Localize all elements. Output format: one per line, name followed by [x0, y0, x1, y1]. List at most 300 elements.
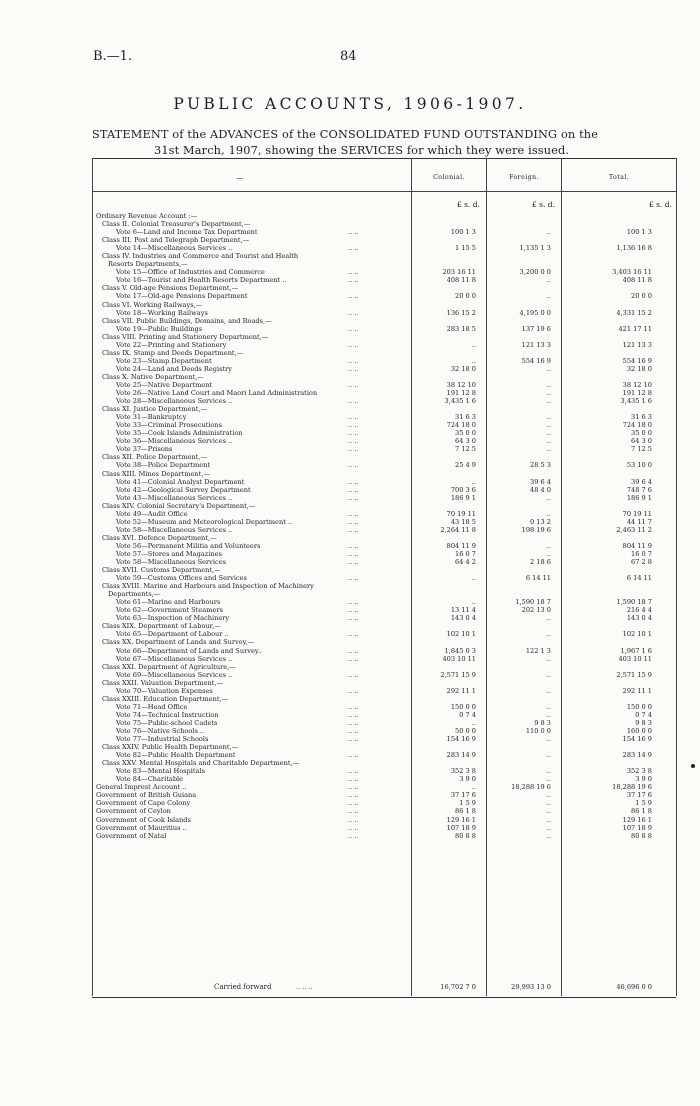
table-row [96, 397, 676, 405]
colonial-amount: 3 9 0 [459, 775, 476, 784]
table-row [96, 711, 676, 719]
row-description: Class XII. Police Department,— [102, 453, 207, 462]
row-leader-dots: .. .. [348, 493, 359, 502]
row-description: Government of British Guiana [96, 791, 197, 800]
table-row [96, 671, 676, 679]
row-description: Vote 36—Miscellaneous Services .. [116, 437, 233, 446]
table-row [96, 510, 676, 518]
row-leader-dots: .. .. [348, 831, 359, 840]
colonial-amount: 37 17 6 [450, 791, 476, 800]
total-amount: 80 8 8 [631, 831, 652, 840]
row-description: Class VII. Public Buildings, Domains, and Roads,— [102, 316, 272, 325]
colonial-amount: 1 5 9 [459, 799, 476, 808]
row-leader-dots: .. .. [348, 598, 359, 607]
colonial-amount: 724 18 0 [446, 421, 476, 430]
colonial-amount: 80 8 8 [455, 831, 476, 840]
row-leader-dots: .. .. [348, 356, 359, 365]
colonial-amount: 283 14 9 [446, 751, 476, 760]
total-amount: 4,331 15 2 [616, 308, 652, 317]
foreign-amount: 202 13 0 [521, 606, 551, 615]
row-leader-dots: .. .. [348, 380, 359, 389]
total-amount: 2,571 15 9 [616, 670, 652, 679]
total-amount: 748 7 6 [626, 485, 652, 494]
colonial-amount: 186 9 1 [450, 493, 476, 502]
colonial-amount: 352 3 8 [450, 767, 476, 776]
row-description: Government of Ceylon [96, 807, 171, 816]
table-row [96, 647, 676, 655]
foreign-amount: .. [546, 437, 551, 446]
foreign-amount: .. [546, 397, 551, 406]
total-amount: 129 16 1 [622, 815, 652, 824]
row-description: Vote 52—Museum and Meteorological Department .. [116, 517, 293, 526]
foreign-amount: 3,200 0 0 [519, 268, 551, 277]
table-row [96, 558, 676, 566]
foreign-amount: 137 19 6 [521, 324, 551, 333]
total-amount: 32 18 0 [626, 364, 652, 373]
row-leader-dots: .. .. [348, 718, 359, 727]
table-row [96, 743, 676, 751]
colonial-amount: 50 0 0 [455, 727, 476, 735]
column-header-colonial: Colonial. [433, 174, 465, 181]
table-row [96, 220, 676, 228]
foreign-amount: .. [546, 751, 551, 760]
colonial-amount: 31 6 3 [455, 413, 476, 422]
foreign-amount: .. [546, 702, 551, 711]
statement-subtitle [92, 127, 622, 158]
colonial-amount: 16 0 7 [455, 549, 476, 558]
total-amount: 16 0 7 [631, 549, 652, 558]
total-amount: 35 0 0 [631, 429, 652, 438]
row-leader-dots: .. .. [348, 783, 359, 792]
table-row [96, 719, 676, 727]
total-amount: 3 9 0 [635, 775, 652, 784]
row-leader-dots: .. .. [348, 751, 359, 760]
total-amount: 3,435 1 6 [620, 397, 652, 406]
row-description: Vote 28—Miscellaneous Services .. [116, 397, 233, 406]
table-row [96, 292, 676, 300]
foreign-amount: .. [546, 228, 551, 237]
foreign-amount: .. [546, 791, 551, 800]
table-row [96, 759, 676, 767]
table-row [96, 268, 676, 276]
colonial-amount: 403 10 11 [442, 654, 476, 663]
row-leader-dots: .. .. [348, 702, 359, 711]
row-leader-dots: .. .. [348, 517, 359, 526]
colonial-amount: 150 0 0 [450, 702, 476, 711]
table-row [96, 807, 676, 815]
row-description: Ordinary Revenue Account :— [96, 212, 198, 220]
total-amount: 38 12 10 [622, 380, 652, 389]
table-row [96, 244, 676, 252]
row-description: Vote 18—Working Railways [116, 308, 208, 317]
row-leader-dots: .. .. [348, 228, 359, 237]
row-leader-dots: .. .. [348, 509, 359, 518]
table-row [96, 687, 676, 695]
colonial-amount: 7 12 5 [455, 445, 476, 454]
row-description: Vote 25—Native Department [116, 380, 213, 389]
row-description: Vote 37—Prisons [116, 445, 173, 454]
row-description: Vote 43—Miscellaneous Services .. [116, 493, 233, 502]
row-description: Vote 41—Colonial Analyst Department [116, 477, 245, 486]
total-amount: 64 3 0 [631, 437, 652, 446]
colonial-amount: 1 15 5 [455, 244, 476, 253]
table-row [96, 470, 676, 478]
row-leader-dots: .. .. [348, 686, 359, 695]
row-description: Vote 67—Miscellaneous Services .. [116, 654, 233, 663]
total-amount: 37 17 6 [626, 791, 652, 800]
table-row [96, 598, 676, 606]
row-description: Class XXII. Valuation Department,— [102, 678, 224, 687]
row-description: Vote 74—Technical Instruction [116, 710, 219, 719]
row-description: Vote 31—Bankruptcy [116, 413, 187, 422]
row-description: Vote 65—Department of Labour .. [116, 630, 229, 639]
row-leader-dots: .. .. [348, 549, 359, 558]
carried-forward-colonial: 16,702 7 0 [440, 983, 476, 991]
row-description: Vote 58—Miscellaneous Services .. [116, 525, 233, 534]
table-row [96, 276, 676, 284]
table-row [96, 638, 676, 646]
total-amount: 1 5 9 [635, 799, 652, 808]
foreign-amount: .. [546, 276, 551, 285]
table-row [96, 534, 676, 542]
total-amount: 1,136 16 8 [616, 244, 652, 253]
table-row [96, 630, 676, 638]
foreign-amount: 110 0 0 [525, 727, 551, 735]
total-amount: 150 0 0 [626, 702, 652, 711]
table-row [96, 542, 676, 550]
row-leader-dots: .. .. [348, 421, 359, 430]
row-description: Class VI. Working Railways,— [102, 300, 203, 309]
total-amount: 143 0 4 [626, 614, 652, 623]
total-amount: 154 16 9 [622, 735, 652, 744]
row-description: Class IV. Industries and Commerce and Tourist and Health [102, 252, 299, 261]
table-row [96, 317, 676, 325]
total-amount: 7 12 5 [631, 445, 652, 454]
row-leader-dots: .. .. [348, 823, 359, 832]
total-amount: 1,590 18 7 [616, 598, 652, 607]
row-leader-dots: .. .. [348, 324, 359, 333]
colonial-amount: 0 7 4 [459, 710, 476, 719]
row-description: Vote 17—Old-age Pensions Department [116, 292, 248, 301]
row-leader-dots: .. .. [348, 815, 359, 824]
row-leader-dots: .. .. [348, 767, 359, 776]
row-leader-dots: .. .. [348, 799, 359, 808]
row-leader-dots: .. .. [348, 397, 359, 406]
row-description: Departments,— [108, 590, 161, 599]
colonial-amount: 70 19 11 [446, 509, 476, 518]
table-row [96, 614, 676, 622]
table-row [96, 663, 676, 671]
foreign-amount: 2 18 6 [530, 558, 551, 567]
row-description: Class XXIII. Education Department,— [102, 694, 229, 703]
table-row [96, 566, 676, 574]
total-amount: 554 16 9 [622, 356, 652, 365]
foreign-amount: .. [546, 686, 551, 695]
colonial-amount: 3,435 1 6 [444, 397, 476, 406]
table-row [96, 228, 676, 236]
colonial-amount: .. [471, 340, 476, 349]
colonial-amount: 25 4 9 [455, 461, 476, 470]
row-description: Vote 49—Audit Office [116, 509, 188, 518]
row-description: Vote 75—Public-school Cadets [116, 718, 218, 727]
colonial-amount: 32 18 0 [450, 364, 476, 373]
table-row [96, 824, 676, 832]
foreign-amount: .. [546, 549, 551, 558]
total-amount: 100 1 3 [626, 228, 652, 237]
page-number: 84 [340, 49, 357, 64]
table-right-border [676, 158, 677, 996]
row-description: Vote 59—Customs Offices and Services [116, 574, 247, 583]
colonial-amount: 283 18 5 [446, 324, 476, 333]
foreign-amount: .. [546, 654, 551, 663]
table-row [96, 429, 676, 437]
table-row [96, 301, 676, 309]
row-leader-dots: .. .. [348, 437, 359, 446]
row-leader-dots: .. .. [348, 606, 359, 615]
row-leader-dots: .. .. [348, 292, 359, 301]
carried-forward-total: 46,696 0 0 [616, 983, 652, 991]
units-foreign: £ s. d. [532, 200, 555, 209]
total-amount: 9 8 3 [635, 718, 652, 727]
row-description: Vote 33—Criminal Prosecutions [116, 421, 222, 430]
colonial-amount: 700 3 6 [450, 485, 476, 494]
foreign-amount: .. [546, 807, 551, 816]
row-leader-dots: .. .. [348, 727, 359, 735]
colonial-amount: 804 11 9 [446, 541, 476, 550]
column-header-foreign: Foreign. [509, 174, 539, 181]
table-row [96, 590, 676, 598]
foreign-amount: .. [546, 509, 551, 518]
foreign-amount: 9 8 3 [534, 718, 551, 727]
row-leader-dots: .. .. [348, 429, 359, 438]
row-leader-dots: .. .. [348, 654, 359, 663]
row-description: Vote 23—Stamp Department [116, 356, 212, 365]
carried-forward-row [96, 983, 676, 991]
row-leader-dots: .. .. [348, 413, 359, 422]
colonial-amount: 203 16 11 [442, 268, 476, 277]
table-row [96, 703, 676, 711]
subtitle-line-2: 31st March, 1907, showing the SERVICES for which they were issued. [154, 143, 570, 157]
colonial-amount: .. [471, 477, 476, 486]
page-header-code: B.—1. [93, 49, 133, 64]
row-leader-dots: .. .. [348, 775, 359, 784]
colonial-amount: 2,264 11 8 [440, 525, 476, 534]
total-amount: 20 0 0 [631, 292, 652, 301]
foreign-amount: .. [546, 799, 551, 808]
table-row [96, 622, 676, 630]
foreign-amount: 198 19 6 [521, 525, 551, 534]
foreign-amount: 28 5 3 [530, 461, 551, 470]
total-amount: 191 12 8 [622, 389, 652, 398]
row-leader-dots: .. .. [348, 340, 359, 349]
total-amount: 70 19 11 [622, 509, 652, 518]
colonial-amount: .. [471, 718, 476, 727]
colonial-amount: 102 10 1 [446, 630, 476, 639]
table-row [96, 502, 676, 510]
row-description: Vote 35—Cook Islands Administration [116, 429, 243, 438]
units-total: £ s. d. [649, 200, 672, 209]
column-header-total: Total. [608, 174, 630, 181]
table-row [96, 333, 676, 341]
carried-forward-label: Carried forward [214, 983, 272, 991]
row-description: Vote 16—Tourist and Health Resorts Department .. [116, 276, 287, 285]
row-leader-dots: .. .. [348, 364, 359, 373]
row-description: Vote 38—Police Department [116, 461, 210, 470]
foreign-amount: .. [546, 614, 551, 623]
foreign-amount: 18,288 19 6 [511, 783, 551, 792]
total-amount: 216 4 4 [626, 606, 652, 615]
table-row [96, 518, 676, 526]
row-description: Vote 71—Head Office [116, 702, 188, 711]
row-description: Government of Natal [96, 831, 167, 840]
row-description: Vote 6—Land and Income Tax Department [116, 228, 258, 237]
row-description: Vote 15—Office of Industries and Commerce [116, 268, 265, 277]
table-row [96, 236, 676, 244]
colonial-amount: 100 1 3 [450, 228, 476, 237]
colonial-amount: 20 0 0 [455, 292, 476, 301]
foreign-amount: .. [546, 735, 551, 744]
accounts-table-body [96, 212, 676, 840]
row-description: Vote 82—Public Health Department [116, 751, 236, 760]
total-amount: 283 14 9 [622, 751, 652, 760]
total-amount: 3,403 16 11 [612, 268, 652, 277]
column-header-description: — [236, 174, 244, 182]
foreign-amount: .. [546, 380, 551, 389]
foreign-amount: 39 6 4 [530, 477, 551, 486]
colonial-amount: 408 11 8 [446, 276, 476, 285]
total-amount: 86 1 8 [631, 807, 652, 816]
colonial-amount: 43 18 5 [450, 517, 476, 526]
row-description: Class XVIII. Marine and Harbours and Inspection of Machinery [102, 582, 314, 591]
table-row [96, 389, 676, 397]
row-description: Vote 57—Stores and Magazines [116, 549, 222, 558]
table-row [96, 478, 676, 486]
foreign-amount: 121 13 3 [521, 340, 551, 349]
table-row [96, 574, 676, 582]
colonial-amount: 13 11 4 [450, 606, 476, 615]
foreign-amount: .. [546, 823, 551, 832]
row-description: Vote 14—Miscellaneous Services .. [116, 244, 233, 253]
row-description: Class X. Native Department,— [102, 372, 204, 381]
row-description: Vote 24—Land and Deeds Registry [116, 364, 233, 373]
row-description: Class XIV. Colonial Secretary's Department,— [102, 501, 256, 510]
row-description: Vote 61—Marine and Harbours [116, 598, 221, 607]
row-leader-dots: .. .. [348, 477, 359, 486]
colonial-amount: 143 0 4 [450, 614, 476, 623]
row-description: Vote 63—Inspection of Machinery [116, 614, 230, 623]
foreign-amount: .. [546, 767, 551, 776]
table-row [96, 445, 676, 453]
row-description: Vote 22—Printing and Stationery [116, 340, 227, 349]
row-leader-dots: .. .. [348, 574, 359, 583]
total-amount: 102 10 1 [622, 630, 652, 639]
table-row [96, 284, 676, 292]
foreign-amount: .. [546, 493, 551, 502]
row-leader-dots: .. .. [348, 461, 359, 470]
colonial-amount: 2,571 15 9 [440, 670, 476, 679]
row-description: Vote 19—Public Buildings [116, 324, 203, 333]
units-colonial: £ s. d. [457, 200, 480, 209]
foreign-amount: 554 16 9 [521, 356, 551, 365]
total-amount: 2,463 11 2 [616, 525, 652, 534]
table-row [96, 260, 676, 268]
total-amount: 67 2 8 [631, 558, 652, 567]
row-leader-dots: .. .. [348, 308, 359, 317]
row-description: Class VIII. Printing and Stationery Department,— [102, 332, 269, 341]
foreign-amount: .. [546, 831, 551, 840]
table-row [96, 212, 676, 220]
foreign-amount: .. [546, 630, 551, 639]
row-description: Vote 66—Department of Lands and Survey.. [116, 646, 262, 655]
row-leader-dots: .. .. .. [296, 983, 313, 991]
row-description: Class V. Old-age Pensions Department,— [102, 284, 239, 293]
total-amount: 160 0 0 [626, 727, 652, 735]
table-row [96, 767, 676, 775]
row-description: Resorts Departments,— [108, 260, 188, 269]
colonial-amount: 107 18 9 [446, 823, 476, 832]
table-row [96, 461, 676, 469]
foreign-amount: .. [546, 421, 551, 430]
row-leader-dots: .. .. [348, 735, 359, 744]
foreign-amount: 1,135 1 3 [519, 244, 551, 253]
row-leader-dots: .. .. [348, 244, 359, 253]
row-leader-dots: .. .. [348, 276, 359, 285]
table-row [96, 453, 676, 461]
foreign-amount: .. [546, 815, 551, 824]
colonial-amount: 64 4 2 [455, 558, 476, 567]
table-row [96, 655, 676, 663]
colonial-amount: 292 11 1 [446, 686, 476, 695]
table-row [96, 373, 676, 381]
row-description: Class IX. Stamp and Deeds Department,— [102, 348, 244, 357]
foreign-amount: .. [546, 775, 551, 784]
total-amount: 107 18 9 [622, 823, 652, 832]
foreign-amount: .. [546, 710, 551, 719]
row-leader-dots: .. .. [348, 807, 359, 816]
row-description: Vote 42—Geological Survey Department [116, 485, 251, 494]
row-leader-dots: .. .. [348, 791, 359, 800]
table-row [96, 325, 676, 333]
row-description: Vote 76—Native Schools .. [116, 727, 205, 735]
table-row [96, 413, 676, 421]
table-row [96, 421, 676, 429]
table-row [96, 381, 676, 389]
table-row [96, 252, 676, 260]
row-leader-dots: .. .. [348, 445, 359, 454]
table-row [96, 606, 676, 614]
table-row [96, 309, 676, 317]
carried-forward-foreign: 29,993 13 0 [511, 983, 551, 991]
row-description: Class XXIV. Public Health Department,— [102, 743, 239, 752]
colonial-amount: 154 16 9 [446, 735, 476, 744]
table-row [96, 365, 676, 373]
total-amount: 724 18 0 [622, 421, 652, 430]
total-amount: 39 6 4 [631, 477, 652, 486]
foreign-amount: .. [546, 445, 551, 454]
table-row [96, 341, 676, 349]
table-row [96, 405, 676, 413]
table-row [96, 349, 676, 357]
colonial-amount: 136 15 2 [446, 308, 476, 317]
colonial-amount: 191 12 8 [446, 389, 476, 398]
foreign-amount: .. [546, 429, 551, 438]
row-description: Government of Mauritius .. [96, 823, 187, 832]
row-leader-dots: .. .. [348, 614, 359, 623]
colonial-amount: .. [471, 598, 476, 607]
row-description: Vote 58—Miscellaneous Services [116, 558, 226, 567]
colonial-amount: 1,845 0 3 [444, 646, 476, 655]
total-amount: 0 7 4 [635, 710, 652, 719]
